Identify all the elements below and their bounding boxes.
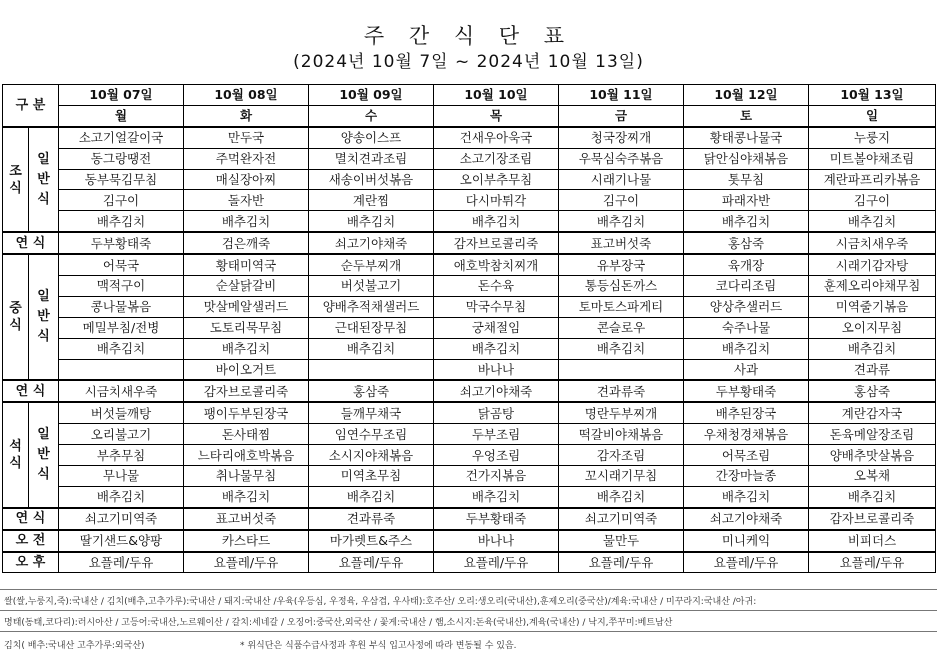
menu-item: 배추김치 — [684, 338, 809, 359]
menu-item: 배추김치 — [309, 211, 434, 232]
menu-item: 임연수무조림 — [309, 424, 434, 445]
menu-item: 부추무침 — [59, 445, 184, 466]
menu-item: 오복채 — [809, 466, 936, 487]
menu-item: 김구이 — [59, 190, 184, 211]
menu-item: 배추김치 — [434, 211, 559, 232]
menu-item: 견과류 — [809, 359, 936, 380]
snack2-label: 연 식 — [3, 380, 59, 402]
menu-item: 계란파프리카볶음 — [809, 169, 936, 190]
menu-item: 훈제오리야채무침 — [809, 276, 936, 297]
menu-item: 요플레/두유 — [559, 552, 684, 573]
menu-item: 꼬시래기무침 — [559, 466, 684, 487]
lunch-label: 중 식 — [3, 254, 29, 380]
day-cell: 목 — [434, 105, 559, 126]
footnote-divider — [0, 610, 937, 611]
menu-item: 도토리묵무침 — [184, 317, 309, 338]
menu-item: 소고기얼갈이국 — [59, 127, 184, 148]
date-cell: 10월 11일 — [559, 85, 684, 106]
menu-item: 배추김치 — [309, 486, 434, 507]
menu-item: 팽이두부된장국 — [184, 402, 309, 423]
menu-item: 버섯들깨탕 — [59, 402, 184, 423]
menu-item: 배추김치 — [559, 338, 684, 359]
menu-item: 양배추적채샐러드 — [309, 296, 434, 317]
day-cell: 수 — [309, 105, 434, 126]
menu-item: 시금치새우죽 — [809, 232, 936, 254]
menu-item: 떡갈비야채볶음 — [559, 424, 684, 445]
menu-item: 미역줄기볶음 — [809, 296, 936, 317]
menu-item: 배추김치 — [184, 211, 309, 232]
footnote-notice: * 위식단은 식품수급사정과 후원 부식 입고사정에 따라 변동될 수 있음. — [240, 641, 517, 651]
menu-item: 김구이 — [809, 190, 936, 211]
day-cell: 금 — [559, 105, 684, 126]
menu-item: 육개장 — [684, 254, 809, 275]
menu-item: 궁채절임 — [434, 317, 559, 338]
menu-item: 배추김치 — [809, 211, 936, 232]
menu-item: 배추김치 — [809, 486, 936, 507]
menu-item: 계란찜 — [309, 190, 434, 211]
menu-item: 돈육메알장조림 — [809, 424, 936, 445]
weekly-menu-table — [2, 84, 936, 573]
dinner-sub-label: 일 반 식 — [29, 402, 59, 507]
menu-item: 카스타드 — [184, 530, 309, 552]
menu-item: 요플레/두유 — [434, 552, 559, 573]
menu-item: 느타리애호박볶음 — [184, 445, 309, 466]
date-cell: 10월 12일 — [684, 85, 809, 106]
menu-item: 우엉조림 — [434, 445, 559, 466]
menu-item: 요플레/두유 — [184, 552, 309, 573]
menu-item: 배추김치 — [434, 486, 559, 507]
menu-item: 쇠고기야채죽 — [684, 508, 809, 530]
menu-item: 두부조림 — [434, 424, 559, 445]
breakfast-label: 조 식 — [3, 127, 29, 232]
menu-item: 배추김치 — [684, 211, 809, 232]
footnote-divider — [0, 589, 937, 590]
date-cell: 10월 07일 — [59, 85, 184, 106]
menu-item: 배추김치 — [434, 338, 559, 359]
menu-item: 양상추샐러드 — [684, 296, 809, 317]
menu-item: 요플레/두유 — [809, 552, 936, 573]
menu-item: 배추김치 — [59, 338, 184, 359]
date-cell: 10월 13일 — [809, 85, 936, 106]
menu-item: 두부황태죽 — [59, 232, 184, 254]
menu-item: 양송이스프 — [309, 127, 434, 148]
menu-item: 홍삼죽 — [809, 380, 936, 402]
snack3-label: 연 식 — [3, 508, 59, 530]
menu-item: 배추김치 — [559, 211, 684, 232]
menu-item: 맥적구이 — [59, 276, 184, 297]
menu-item: 돈사태찜 — [184, 424, 309, 445]
menu-item: 마가렛트&주스 — [309, 530, 434, 552]
menu-item: 콩나물볶음 — [59, 296, 184, 317]
menu-item: 배추김치 — [309, 338, 434, 359]
lunch-sub-label: 일 반 식 — [29, 254, 59, 380]
footnote-origin-2: 명태(동태,코다리):러시아산 / 고등어:국내산,노르웨이산 / 갈치:세네갈 / 오징어:중국산,외국산 / 꽃게:국내산 / 햄,소시지:돈육(국내산),계육(국내산) / 낙지,쭈꾸미:베트남산 — [4, 618, 673, 628]
menu-item: 닭곰탕 — [434, 402, 559, 423]
menu-item: 애호박참치찌개 — [434, 254, 559, 275]
date-cell: 10월 09일 — [309, 85, 434, 106]
menu-item: 감자브로콜리죽 — [184, 380, 309, 402]
menu-item: 배추김치 — [184, 486, 309, 507]
menu-item: 새송이버섯볶음 — [309, 169, 434, 190]
date-cell: 10월 08일 — [184, 85, 309, 106]
menu-item: 막국수무침 — [434, 296, 559, 317]
menu-item: 쇠고기미역죽 — [59, 508, 184, 530]
menu-item: 건새우아욱국 — [434, 127, 559, 148]
menu-item: 쇠고기야채죽 — [434, 380, 559, 402]
menu-item: 맛살메알샐러드 — [184, 296, 309, 317]
menu-item: 메밀부침/전병 — [59, 317, 184, 338]
am-label: 오 전 — [3, 530, 59, 552]
menu-item: 두부황태죽 — [434, 508, 559, 530]
menu-item: 다시마튀각 — [434, 190, 559, 211]
menu-item: 바나나 — [434, 530, 559, 552]
menu-item: 배추김치 — [809, 338, 936, 359]
menu-item: 우묵심숙주볶음 — [559, 148, 684, 169]
menu-item: 황태미역국 — [184, 254, 309, 275]
menu-item: 코다리조림 — [684, 276, 809, 297]
menu-item: 감자조림 — [559, 445, 684, 466]
menu-item: 무나물 — [59, 466, 184, 487]
dinner-label: 석 식 — [3, 402, 29, 507]
menu-item: 톳무침 — [684, 169, 809, 190]
menu-item: 두부황태죽 — [684, 380, 809, 402]
menu-item: 우채청경채볶음 — [684, 424, 809, 445]
menu-item: 미역초무침 — [309, 466, 434, 487]
menu-item: 오이부추무침 — [434, 169, 559, 190]
day-cell: 토 — [684, 105, 809, 126]
menu-item: 버섯불고기 — [309, 276, 434, 297]
menu-item: 오이지무침 — [809, 317, 936, 338]
menu-item: 배추김치 — [684, 486, 809, 507]
menu-item: 들깨무채국 — [309, 402, 434, 423]
menu-item: 만두국 — [184, 127, 309, 148]
menu-item: 요플레/두유 — [684, 552, 809, 573]
day-cell: 월 — [59, 105, 184, 126]
menu-item: 딸기샌드&양팡 — [59, 530, 184, 552]
menu-item: 파래자반 — [684, 190, 809, 211]
menu-item: 어묵조림 — [684, 445, 809, 466]
menu-item: 콘슬로우 — [559, 317, 684, 338]
menu-item: 요플레/두유 — [309, 552, 434, 573]
menu-item: 감자브로콜리죽 — [434, 232, 559, 254]
menu-item: 동부묵김무침 — [59, 169, 184, 190]
menu-item: 간장마늘종 — [684, 466, 809, 487]
menu-item: 검은깨죽 — [184, 232, 309, 254]
menu-item: 양배추맛살볶음 — [809, 445, 936, 466]
menu-item — [559, 359, 684, 380]
menu-item: 견과류죽 — [559, 380, 684, 402]
menu-item: 주먹완자전 — [184, 148, 309, 169]
menu-item: 매실장아찌 — [184, 169, 309, 190]
date-cell: 10월 10일 — [434, 85, 559, 106]
menu-item: 홍삼죽 — [684, 232, 809, 254]
menu-item: 표고버섯죽 — [184, 508, 309, 530]
menu-item: 배추김치 — [559, 486, 684, 507]
menu-item: 배추된장국 — [684, 402, 809, 423]
menu-item: 김구이 — [559, 190, 684, 211]
menu-item: 계란감자국 — [809, 402, 936, 423]
menu-item: 홍삼죽 — [309, 380, 434, 402]
menu-item: 요플레/두유 — [59, 552, 184, 573]
menu-item: 근대된장무침 — [309, 317, 434, 338]
menu-item: 닭안심야채볶음 — [684, 148, 809, 169]
header-gubun: 구 분 — [3, 85, 59, 127]
menu-item — [309, 359, 434, 380]
menu-item: 유부장국 — [559, 254, 684, 275]
page-title: 주 간 식 단 표 — [363, 24, 574, 48]
menu-item: 어묵국 — [59, 254, 184, 275]
menu-item: 배추김치 — [184, 338, 309, 359]
day-cell: 화 — [184, 105, 309, 126]
menu-item: 물만두 — [559, 530, 684, 552]
menu-item: 쇠고기미역죽 — [559, 508, 684, 530]
menu-item: 멸치견과조림 — [309, 148, 434, 169]
menu-item: 쇠고기야채죽 — [309, 232, 434, 254]
footnote-origin-1: 쌀(쌀,누룽지,죽):국내산 / 김치(배추,고추가루):국내산 / 돼지:국내산 /우육(우등심, 우정육, 우삼겹, 우사태):호주산/ 오리:생오리(국내산),훈제오리(중국산)/계육:국내산 / 미꾸라지:국내산 /아귀: — [4, 597, 757, 607]
menu-item: 동그랑땡전 — [59, 148, 184, 169]
menu-item: 미니케익 — [684, 530, 809, 552]
footnote-divider — [0, 631, 937, 632]
menu-item: 소시지야채볶음 — [309, 445, 434, 466]
menu-item: 누룽지 — [809, 127, 936, 148]
menu-item: 배추김치 — [59, 486, 184, 507]
menu-item: 배추김치 — [59, 211, 184, 232]
menu-item: 숙주나물 — [684, 317, 809, 338]
date-range: (2024년 10월 7일 ~ 2024년 10월 13일) — [293, 52, 644, 72]
menu-item: 통등심돈까스 — [559, 276, 684, 297]
menu-item: 감자브로콜리죽 — [809, 508, 936, 530]
menu-item: 건가지볶음 — [434, 466, 559, 487]
menu-item: 명란두부찌개 — [559, 402, 684, 423]
menu-item: 황태콩나물국 — [684, 127, 809, 148]
pm-label: 오 후 — [3, 552, 59, 573]
menu-item: 바이오거트 — [184, 359, 309, 380]
menu-item: 미트볼야채조림 — [809, 148, 936, 169]
menu-item: 토마토스파게티 — [559, 296, 684, 317]
menu-item: 표고버섯죽 — [559, 232, 684, 254]
menu-item: 소고기장조림 — [434, 148, 559, 169]
menu-item: 시래기감자탕 — [809, 254, 936, 275]
day-cell: 일 — [809, 105, 936, 126]
footnote-kimchi: 김치( 배추:국내산 고추가루:외국산) — [4, 641, 145, 651]
breakfast-sub-label: 일 반 식 — [29, 127, 59, 232]
menu-item: 취나물무침 — [184, 466, 309, 487]
menu-item: 비피더스 — [809, 530, 936, 552]
menu-item: 견과류죽 — [309, 508, 434, 530]
menu-item: 바나나 — [434, 359, 559, 380]
menu-item: 오리불고기 — [59, 424, 184, 445]
menu-item: 시래기나물 — [559, 169, 684, 190]
menu-item: 돌자반 — [184, 190, 309, 211]
menu-item: 순두부찌개 — [309, 254, 434, 275]
menu-item: 시금치새우죽 — [59, 380, 184, 402]
menu-item — [59, 359, 184, 380]
menu-item: 사과 — [684, 359, 809, 380]
menu-item: 순살닭갈비 — [184, 276, 309, 297]
menu-item: 청국장찌개 — [559, 127, 684, 148]
snack1-label: 연 식 — [3, 232, 59, 254]
menu-item: 돈수육 — [434, 276, 559, 297]
